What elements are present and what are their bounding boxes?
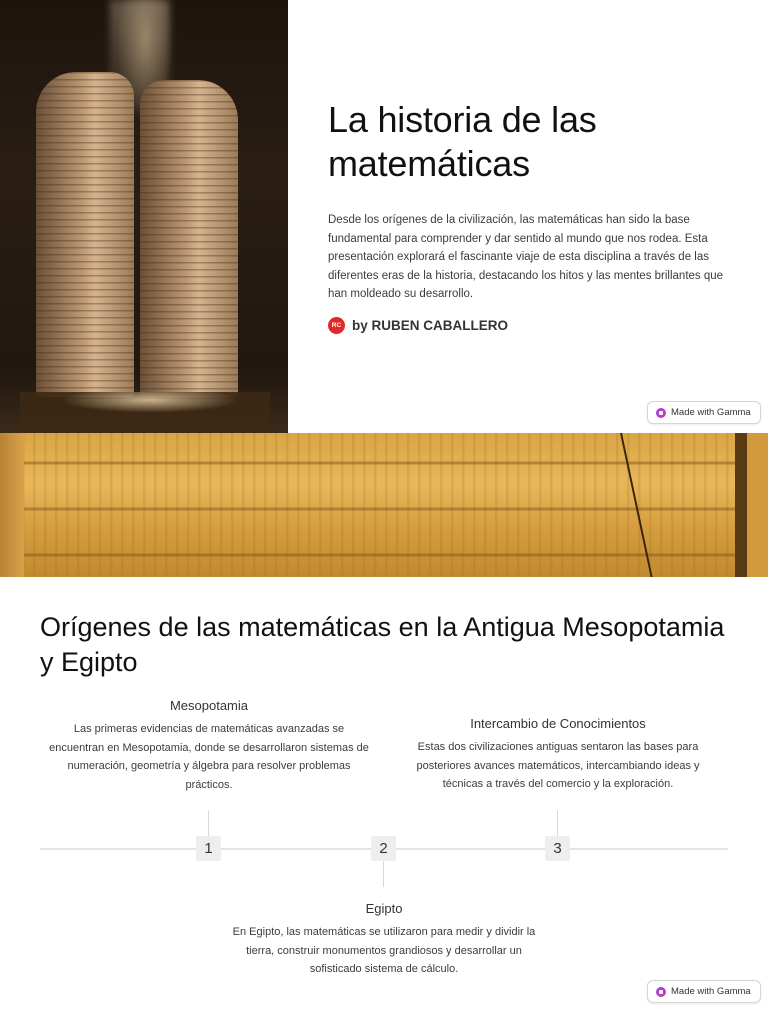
- author-byline: [328, 317, 508, 334]
- timeline-step-marker: 2: [371, 836, 396, 861]
- timeline-item-intercambio: [396, 716, 720, 794]
- cuneiform-tablet-banner: [0, 433, 768, 577]
- gamma-logo-icon: [656, 408, 666, 418]
- author-name: by RUBEN CABALLERO: [352, 318, 509, 333]
- section-title: Orígenes de las matemáticas en la Antigua Mesopotamia y Egipto: [40, 612, 725, 677]
- timeline-connector: [208, 810, 209, 836]
- timeline-text: Estas dos civilizaciones antiguas sentaron las bases para posteriores avances matemáticos, intercambiando ideas y técnicas a través del comercio y la exploración.: [416, 741, 700, 791]
- made-with-gamma-badge[interactable]: [647, 401, 761, 424]
- timeline-heading: Mesopotamia: [169, 698, 249, 713]
- badge-label: Made with Gamma: [671, 986, 751, 997]
- timeline-heading: Egipto: [365, 901, 403, 916]
- stone-tablets-image: [0, 0, 288, 433]
- banner-edge-right: [747, 433, 768, 577]
- avatar: RC: [328, 317, 345, 334]
- timeline-step-marker: 1: [196, 836, 221, 861]
- made-with-gamma-badge[interactable]: [647, 980, 761, 1003]
- timeline-text: Las primeras evidencias de matemáticas avanzadas se encuentran en Mesopotamia, donde se desarrollaron sistemas de numeración, geometría y álgebra para resolver problemas prácticos.: [49, 723, 369, 791]
- tablet-crack: [620, 433, 711, 577]
- title-slide: [0, 0, 768, 433]
- stone-tablet-left: [36, 72, 134, 397]
- badge-label: Made with Gamma: [671, 407, 751, 418]
- timeline-heading: Intercambio de Conocimientos: [470, 716, 646, 731]
- timeline-item-egipto: [222, 901, 546, 979]
- timeline-step-marker: 3: [545, 836, 570, 861]
- floor-glow: [20, 392, 270, 433]
- presentation-title: La historia de las matemáticas: [328, 99, 597, 184]
- timeline-text: En Egipto, las matemáticas se utilizaron para medir y dividir la tierra, construir monumentos grandiosos y desarrollar un sofisticado sistema de cálculo.: [232, 926, 536, 976]
- timeline-item-mesopotamia: [48, 698, 370, 794]
- intro-paragraph: Desde los orígenes de la civilización, las matemáticas han sido la base fundamental para comprender y dar sentido al mundo que nos rodea. Esta presentación explorará el fascinante viaje de esta disciplina a través de las diferentes eras de la historia, destacando los hitos y las mentes brillantes que han moldeado su desarrollo.: [328, 214, 724, 301]
- timeline-connector: [557, 810, 558, 836]
- stone-tablet-right: [140, 80, 238, 397]
- banner-edge-left: [0, 433, 24, 577]
- timeline-connector: [383, 861, 384, 887]
- banner-edge-shadow: [735, 433, 747, 577]
- gamma-logo-icon: [656, 987, 666, 997]
